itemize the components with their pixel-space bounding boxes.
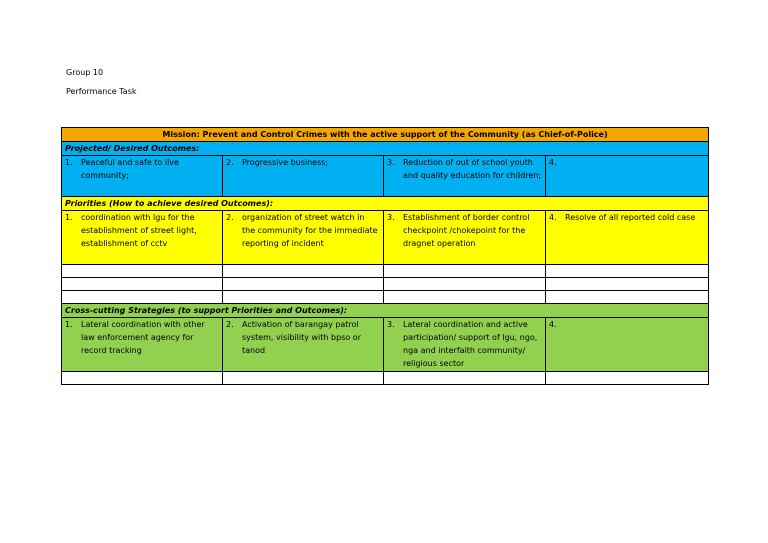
empty-cell xyxy=(384,372,546,385)
strategy-number: 3. xyxy=(387,320,395,329)
empty-cell xyxy=(223,372,384,385)
outcome-text: Peaceful and safe to live community; xyxy=(81,158,179,180)
strategy-cell xyxy=(62,318,223,372)
outcomes-heading: Projected/ Desired Outcomes: xyxy=(62,142,709,156)
outcome-text xyxy=(565,156,705,169)
strategy-text: Lateral coordination and active participation/ support of lgu, ngo, nga and interfaith community/ religious sector xyxy=(403,320,538,368)
strategy-number: 4. xyxy=(549,320,557,329)
outcome-text: Reduction of out of school youth and quality education for children; xyxy=(403,158,542,180)
empty-cell xyxy=(62,372,223,385)
strategy-cell xyxy=(223,318,384,372)
strategy-cell xyxy=(546,318,709,372)
strategy-text xyxy=(565,318,705,331)
mission-heading: Mission: Prevent and Control Crimes with the active support of the Community (as Chief-of-Police) xyxy=(62,128,709,142)
priority-text: coordination with lgu for the establishment of street light, establishment of cctv xyxy=(81,213,197,248)
priority-cell xyxy=(223,211,384,265)
group-label: Group 10 xyxy=(66,68,104,77)
outcome-number: 2. xyxy=(226,158,234,167)
empty-cell xyxy=(384,265,546,278)
priorities-heading: Priorities (How to achieve desired Outcomes): xyxy=(62,197,709,211)
priority-number: 1. xyxy=(65,213,73,222)
priority-cell xyxy=(384,211,546,265)
strategy-cell xyxy=(384,318,546,372)
outcome-text: Progressive business; xyxy=(242,158,329,167)
priority-cell xyxy=(546,211,709,265)
empty-cell xyxy=(384,278,546,291)
empty-cell xyxy=(384,291,546,304)
empty-cell xyxy=(223,278,384,291)
outcome-cell xyxy=(62,156,223,197)
empty-cell xyxy=(223,291,384,304)
priority-text: Resolve of all reported cold case xyxy=(565,213,696,222)
empty-cell xyxy=(546,265,709,278)
empty-cell xyxy=(546,291,709,304)
performance-table xyxy=(61,127,709,385)
strategy-number: 1. xyxy=(65,320,73,329)
priority-text: Establishment of border control checkpoint /chokepoint for the dragnet operation xyxy=(403,213,530,248)
outcome-number: 3. xyxy=(387,158,395,167)
empty-cell xyxy=(223,265,384,278)
outcome-number: 4. xyxy=(549,158,557,167)
priority-number: 2. xyxy=(226,213,234,222)
outcome-cell xyxy=(384,156,546,197)
strategies-heading: Cross-cutting Strategies (to support Priorities and Outcomes): xyxy=(62,304,709,318)
strategy-number: 2. xyxy=(226,320,234,329)
empty-cell xyxy=(546,278,709,291)
priority-cell xyxy=(62,211,223,265)
strategy-text: Lateral coordination with other law enforcement agency for record tracking xyxy=(81,320,205,355)
empty-cell xyxy=(546,372,709,385)
empty-cell xyxy=(62,278,223,291)
outcome-cell xyxy=(546,156,709,197)
empty-cell xyxy=(62,291,223,304)
outcome-number: 1. xyxy=(65,158,73,167)
outcome-cell xyxy=(223,156,384,197)
priority-text: organization of street watch in the community for the immediate reporting of incident xyxy=(242,213,378,248)
priority-number: 3. xyxy=(387,213,395,222)
empty-cell xyxy=(62,265,223,278)
task-label: Performance Task xyxy=(66,87,137,96)
priority-number: 4. xyxy=(549,213,557,222)
strategy-text: Activation of barangay patrol system, visibility with bpso or tanod xyxy=(242,320,361,355)
